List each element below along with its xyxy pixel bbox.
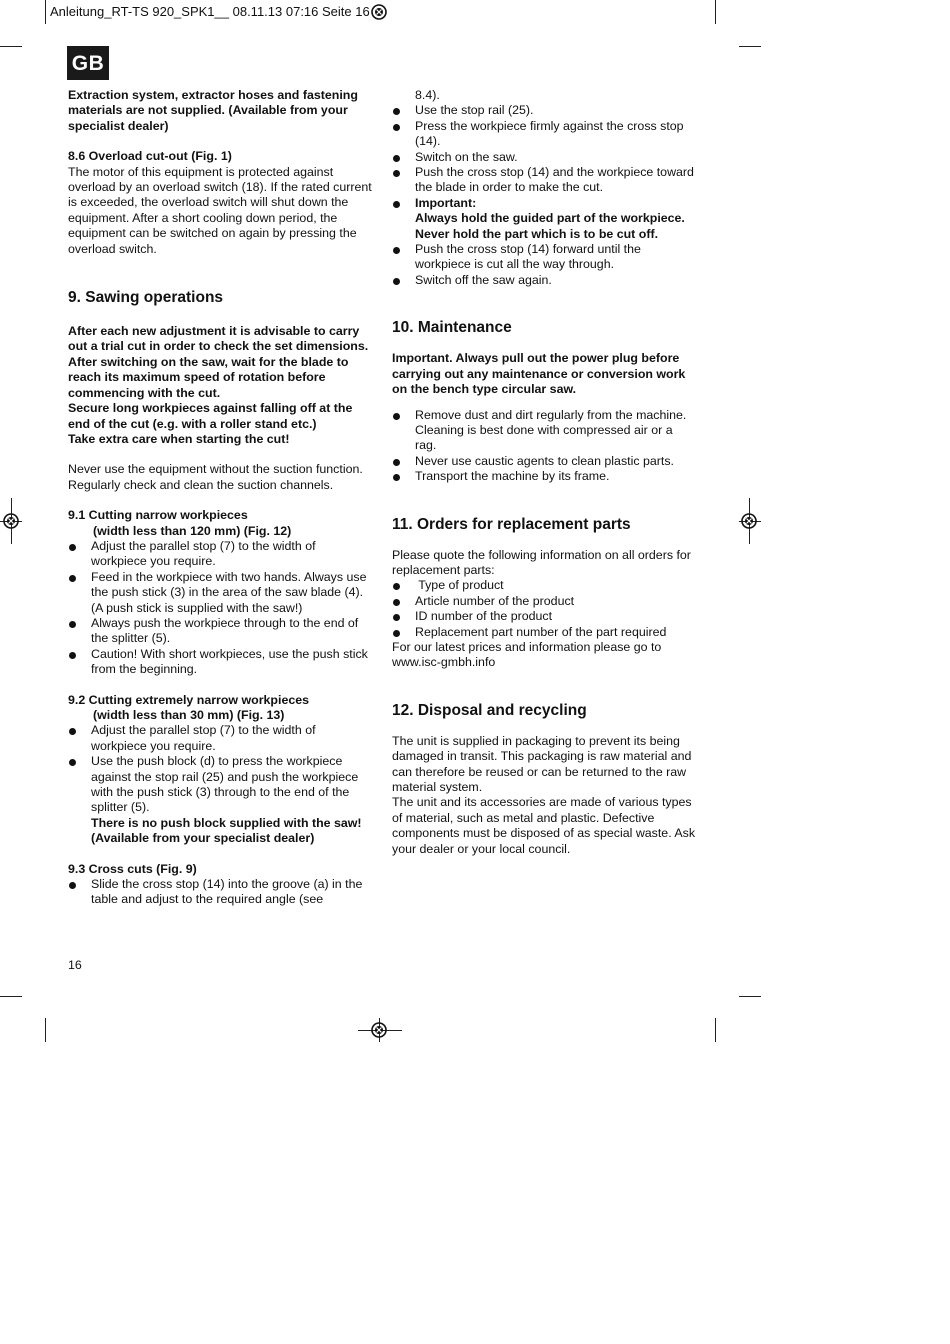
crop-mark <box>715 1018 716 1042</box>
registration-mark-icon <box>2 512 20 530</box>
section-title: 8.6 Overload cut-out (Fig. 1) <box>68 149 232 164</box>
warning-text: After switching on the saw, wait for the blade to reach its maximum speed of rotation before commencing with the cut. <box>68 354 349 400</box>
warning-text: Important. Always pull out the power plug before carrying out any maintenance or conversion work on the bench type circular saw. <box>392 351 686 397</box>
list-item: Important: <box>392 196 697 211</box>
list-item: Use the push block (d) to press the workpiece against the stop rail (25) and push the workpiece with the push stick (3) through to the end of the splitter (5). <box>68 754 373 816</box>
section-title: 9.2 Cutting extremely narrow workpieces <box>68 692 310 707</box>
list-item: Article number of the product <box>392 594 697 609</box>
list-item: Slide the cross stop (14) into the groove (a) in the table and adjust to the required angle (see <box>68 877 373 908</box>
paragraph: The motor of this equipment is protected against overload by an overload switch (18). If the rated current is exceeded, the overload switch will shut down the equipment. After a short cooling down period, the equipment can be switched on again by pressing the overload switch. <box>68 164 372 256</box>
list-item: Push the cross stop (14) and the workpiece toward the blade in order to make the cut. <box>392 165 697 196</box>
list-note: (A push stick is supplied with the saw!) <box>91 600 303 615</box>
list-item: Switch on the saw. <box>392 150 697 165</box>
warning-text: After each new adjustment it is advisable to carry out a trial cut in order to check the set dimensions. <box>68 324 369 354</box>
list-item: Adjust the parallel stop (7) to the width of workpiece you require. <box>68 723 373 754</box>
language-badge: GB <box>67 46 109 80</box>
section-heading: 12. Disposal and recycling <box>392 701 587 719</box>
section-heading: 9. Sawing operations <box>68 289 224 307</box>
section-title: 9.3 Cross cuts (Fig. 9) <box>68 861 197 876</box>
crop-mark <box>45 0 46 24</box>
section-title: (width less than 120 mm) (Fig. 12) <box>93 523 292 538</box>
list-item: Adjust the parallel stop (7) to the width of workpiece you require. <box>68 539 373 570</box>
warning-text: There is no push block supplied with the saw! <box>91 815 362 830</box>
list-item: Caution! With short workpieces, use the push stick from the beginning. <box>68 647 373 678</box>
paragraph: Please quote the following information on all orders for replacement parts: <box>392 547 691 577</box>
list-item: Feed in the workpiece with two hands. Always use the push stick (3) in the area of the saw blade (4). <box>68 570 373 601</box>
list-item: Transport the machine by its frame. <box>392 469 697 484</box>
section-heading: 11. Orders for replacement parts <box>392 515 631 533</box>
list-item: Switch off the saw again. <box>392 273 697 288</box>
crop-mark <box>739 46 761 47</box>
crop-mark <box>715 0 716 24</box>
intro-note: Extraction system, extractor hoses and fastening materials are not supplied. (Available from your specialist dealer) <box>68 88 358 133</box>
warning-text: Take extra care when starting the cut! <box>68 431 290 446</box>
paragraph: The unit is supplied in packaging to prevent its being damaged in transit. This packaging is raw material and can therefore be reused or can be returned to the raw material system. <box>392 733 692 794</box>
list-item: Remove dust and dirt regularly from the machine. Cleaning is best done with compressed air or a rag. <box>392 408 697 454</box>
warning-text: Secure long workpieces against falling off at the end of the cut (e.g. with a roller stand etc.) <box>68 401 353 431</box>
list-item: Always push the workpiece through to the end of the splitter (5). <box>68 616 373 647</box>
warning-text: (Available from your specialist dealer) <box>91 831 315 846</box>
list-item: Push the cross stop (14) forward until the workpiece is cut all the way through. <box>392 242 697 273</box>
right-column <box>392 88 697 857</box>
paragraph: Never use the equipment without the suction function. Regularly check and clean the suction channels. <box>68 462 363 492</box>
list-continuation: 8.4). <box>415 88 440 102</box>
registration-mark-icon <box>370 3 388 21</box>
list-item: Use the stop rail (25). <box>392 103 697 118</box>
crop-mark <box>0 46 22 47</box>
paragraph: For our latest prices and information please go to www.isc-gmbh.info <box>392 639 662 670</box>
page-number: 16 <box>68 958 82 972</box>
list-item: ID number of the product <box>392 609 697 624</box>
left-column <box>68 88 373 908</box>
list-item: Never use caustic agents to clean plastic parts. <box>392 454 697 469</box>
print-slug: Anleitung_RT-TS 920_SPK1__ 08.11.13 07:16 Seite 16 <box>50 4 370 19</box>
crop-mark <box>739 996 761 997</box>
list-item: Type of product <box>392 578 697 593</box>
section-title: (width less than 30 mm) (Fig. 13) <box>93 708 285 722</box>
registration-mark-icon <box>740 512 758 530</box>
warning-text: Always hold the guided part of the workpiece. Never hold the part which is to be cut off. <box>415 211 685 241</box>
section-title: 9.1 Cutting narrow workpieces <box>68 508 248 523</box>
crop-mark <box>0 996 22 997</box>
registration-mark-icon <box>370 1021 388 1039</box>
crop-mark <box>45 1018 46 1042</box>
paragraph: The unit and its accessories are made of various types of material, such as metal and plastic. Defective components must be disposed of as special waste. Ask your dealer or your local council. <box>392 795 696 856</box>
list-item: Press the workpiece firmly against the cross stop (14). <box>392 119 697 150</box>
section-heading: 10. Maintenance <box>392 319 512 337</box>
list-item: Replacement part number of the part required <box>392 625 697 640</box>
